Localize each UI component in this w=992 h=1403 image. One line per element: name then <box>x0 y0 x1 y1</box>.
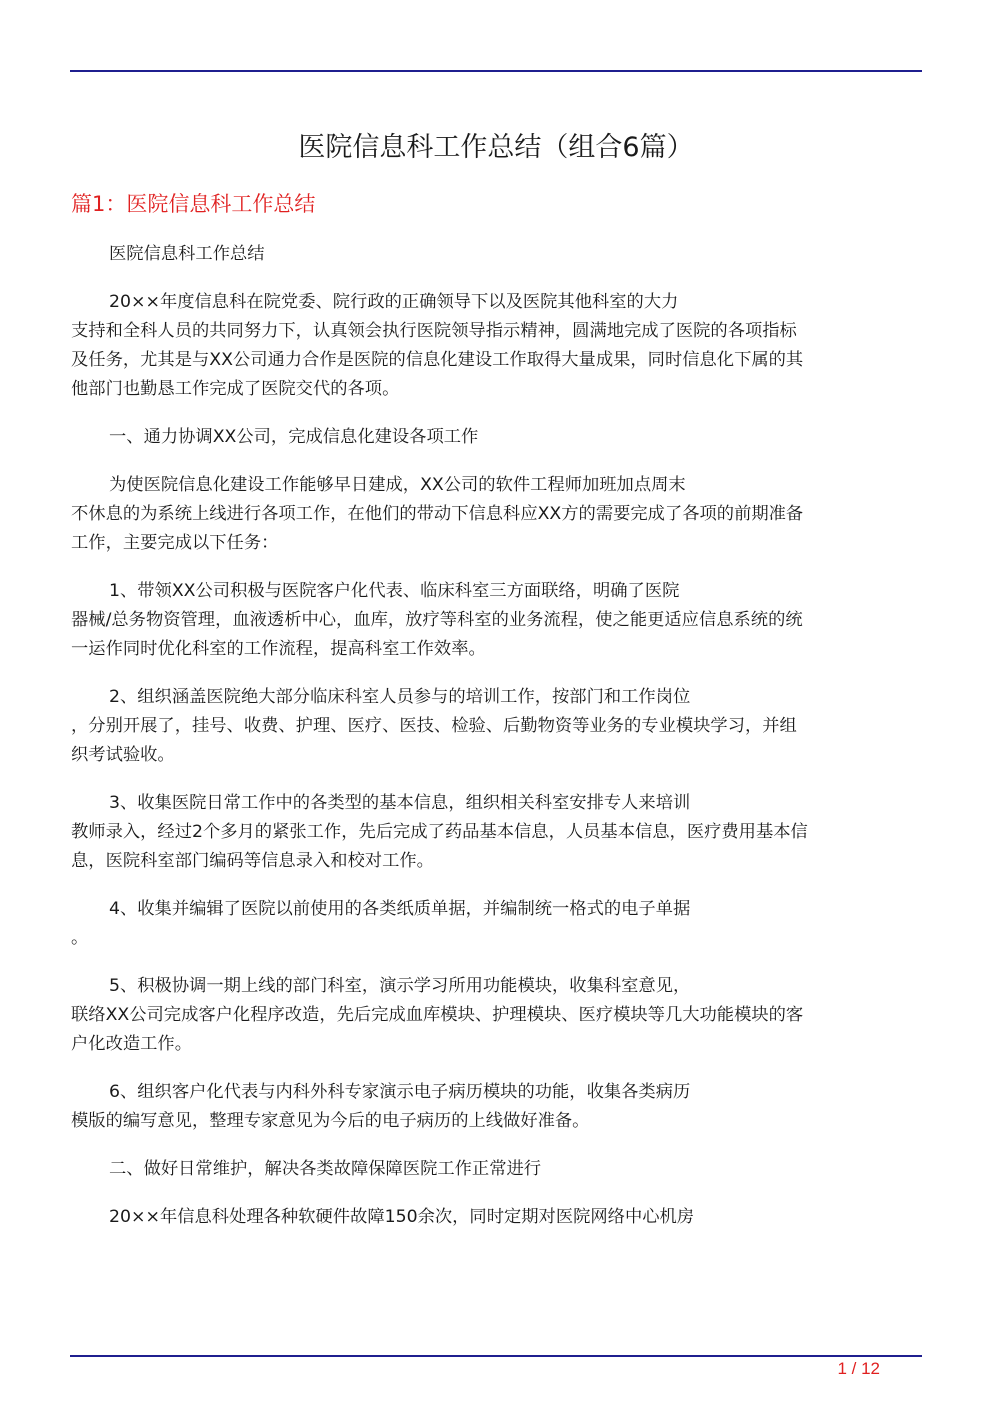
paragraph <box>71 683 921 770</box>
paragraph-line: 1、带领XX公司积极与医院客户化代表、临床科室三方面联络，明确了医院 <box>109 581 680 601</box>
paragraph <box>71 288 921 404</box>
paragraph-line: 5、积极协调一期上线的部门科室，演示学习所用功能模块，收集科室意见， <box>109 976 691 996</box>
paragraph <box>71 972 921 1059</box>
paragraph-line: 联络XX公司完成客户化程序改造，先后完成血库模块、护理模块、医疗模块等几大功能模块的客 <box>71 1005 804 1025</box>
paragraph-line: 6、组织客户化代表与内科外科专家演示电子病历模块的功能，收集各类病历 <box>109 1082 691 1102</box>
paragraph-line: 及任务，尤其是与XX公司通力合作是医院的信息化建设工作取得大量成果，同时信息化下属的其 <box>71 350 804 370</box>
header-rule <box>70 70 922 72</box>
page-title: 医院信息科工作总结（组合6篇） <box>298 132 694 163</box>
paragraph-line: 二、做好日常维护，解决各类故障保障医院工作正常进行 <box>109 1159 542 1179</box>
paragraph <box>71 577 921 664</box>
paragraph-line: 支持和全科人员的共同努力下，认真领会执行医院领导指示精神，圆满地完成了医院的各项指标 <box>71 321 797 341</box>
paragraph <box>71 789 921 876</box>
paragraph-line: ，分别开展了，挂号、收费、护理、医疗、医技、检验、后勤物资等业务的专业模块学习，并组 <box>71 716 797 736</box>
paragraph-line: 3、收集医院日常工作中的各类型的基本信息，组织相关科室安排专人来培训 <box>109 793 691 813</box>
paragraph-line: 医院信息科工作总结 <box>109 244 265 264</box>
paragraph <box>71 1078 921 1136</box>
paragraph-line: 20××年度信息科在院党委、院行政的正确领导下以及医院其他科室的大力 <box>109 292 679 312</box>
paragraph <box>71 895 921 953</box>
paragraph-line: 他部门也勤恳工作完成了医院交代的各项。 <box>71 379 400 399</box>
paragraph-line: 织考试验收。 <box>71 745 175 765</box>
paragraph <box>71 423 921 452</box>
paragraph <box>71 1155 921 1184</box>
paragraph-line: 4、收集并编辑了医院以前使用的各类纸质单据，并编制统一格式的电子单据 <box>109 899 691 919</box>
paragraph-line: 2、组织涵盖医院绝大部分临床科室人员参与的培训工作，按部门和工作岗位 <box>109 687 691 707</box>
paragraph-line: 。 <box>71 928 89 948</box>
paragraph <box>71 471 921 558</box>
paragraph-line: 工作，主要完成以下任务： <box>71 533 279 553</box>
paragraph-line: 一运作同时优化科室的工作流程，提高科室工作效率。 <box>71 639 486 659</box>
paragraph-line: 器械/总务物资管理，血液透析中心，血库，放疗等科室的业务流程，使之能更适应信息系统的统 <box>71 610 803 630</box>
paragraph-line: 教师录入，经过2个多月的紧张工作，先后完成了药品基本信息，人员基本信息，医疗费用基本信 <box>71 822 808 842</box>
paragraph-line: 模版的编写意见，整理专家意见为今后的电子病历的上线做好准备。 <box>71 1111 590 1131</box>
document-body <box>71 240 921 1251</box>
section-heading: 篇1：医院信息科工作总结 <box>71 192 316 216</box>
paragraph-line: 息，医院科室部门编码等信息录入和校对工作。 <box>71 851 434 871</box>
paragraph <box>71 1203 921 1232</box>
page-number: 1 / 12 <box>837 1359 880 1378</box>
paragraph-line: 不休息的为系统上线进行各项工作，在他们的带动下信息科应XX方的需要完成了各项的前期准备 <box>71 504 804 524</box>
paragraph <box>71 240 921 269</box>
paragraph-line: 20××年信息科处理各种软硬件故障150余次，同时定期对医院网络中心机房 <box>109 1207 695 1227</box>
paragraph-line: 户化改造工作。 <box>71 1034 192 1054</box>
paragraph-line: 一、通力协调XX公司，完成信息化建设各项工作 <box>109 427 479 447</box>
paragraph-line: 为使医院信息化建设工作能够早日建成，XX公司的软件工程师加班加点周末 <box>109 475 686 495</box>
